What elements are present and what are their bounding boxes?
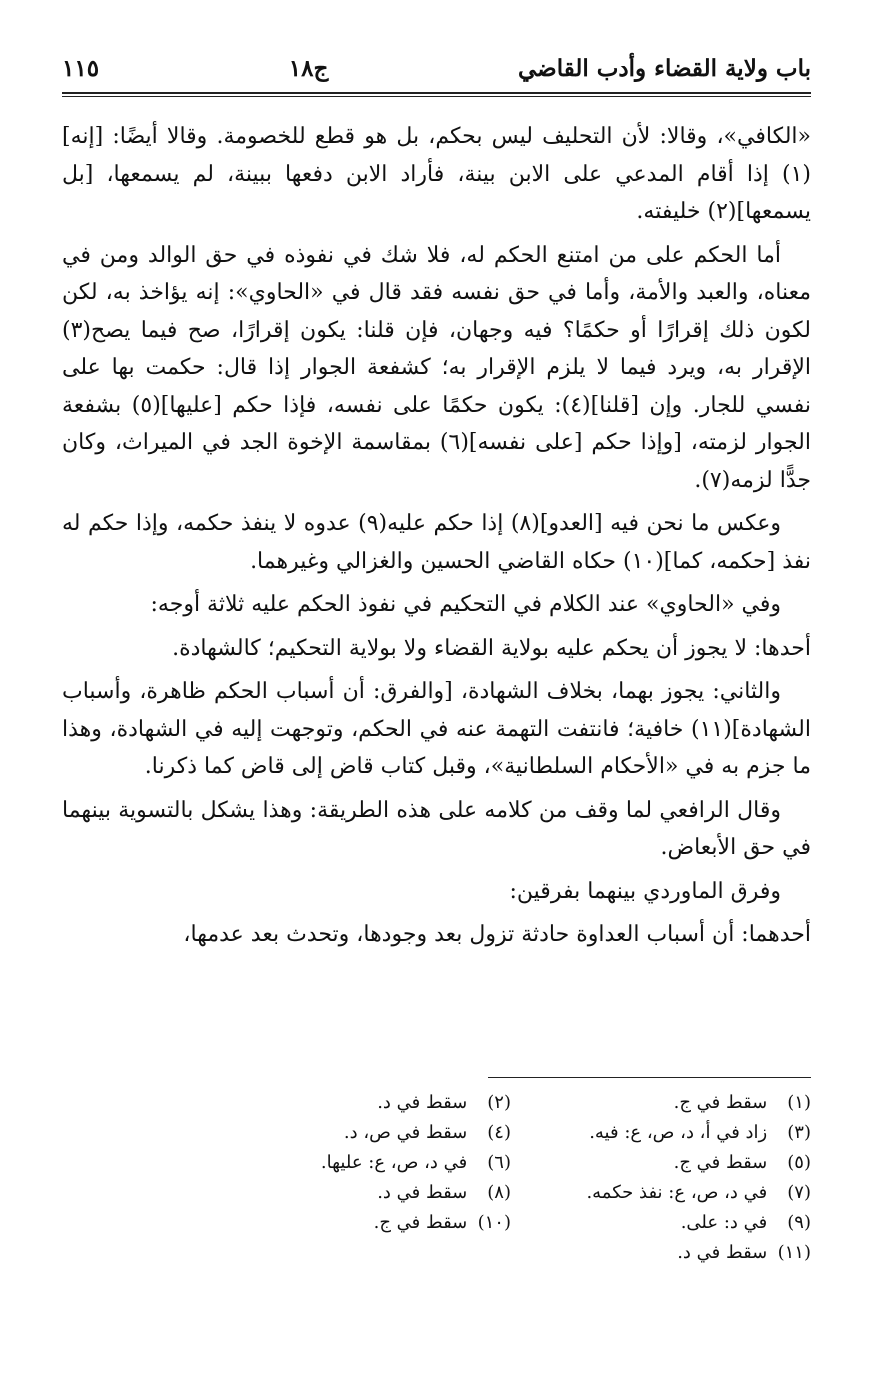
paragraph: وفرق الماوردي بينهما بفرقين: (509, 878, 781, 904)
footnote: (٦) في د، ص، ع: عليها. (320, 1152, 511, 1173)
paragraph: أحدها: لا يجوز أن يحكم عليه بولاية القضاء ولا بولاية التحكيم؛ كالشهادة. (172, 635, 811, 661)
footnotes-left-column (251, 1088, 511, 1268)
paragraph: أحدهما: أن أسباب العداوة حادثة تزول بعد وجودها، وتحدث بعد عدمها، (183, 922, 811, 947)
paragraph: أما الحكم على من امتنع الحكم له، فلا شك في نفوذه في حق الوالد ومن في معناه، والعبد والأمة، وأما في حق نفسه فقد قال في «الحاوي»: إنه يؤاخذ به، لكن لكون ذلك إقرارًا أو حكمًا؟ فيه وجهان، فإن قلنا: يكون إقرارًا، صح فيما يصح(٣) الإقرار به، ويرد فيما لا يلزم الإقرار به؛ كشفعة الجوار إذا قال: حكمت بها على نفسي للجار. وإن [قلنا](٤): يكون حكمًا على نفسه، فإذا حكم [عليها](٥) بشفعة الجوار لزمته، [وإذا حكم [على نفسه](٦) بمقاسمة الإخوة الجد في الميراث، وكان جدًّا لزمه(٧). (62, 242, 811, 493)
main-text (62, 118, 811, 960)
footnote: (٧) في د، ص، ع: نفذ حكمه. (586, 1182, 811, 1203)
paragraph: وفي «الحاوي» عند الكلام في التحكيم في نفوذ الحكم عليه ثلاثة أوجه: (150, 592, 781, 617)
footnote: (٨) سقط في د. (377, 1182, 511, 1203)
page-number: ١١٥ (62, 54, 100, 82)
footnote-rule (488, 1077, 811, 1078)
paragraph: «الكافي»، وقالا: لأن التحليف ليس بحكم، بل هو قطع للخصومة. وقالا أيضًا: [إنه](١) إذا أقام المدعي على الابن بينة، فأراد الابن دفعها ببينة، لم يسمعها، [بل يسمعها](٢) خليفته. (62, 124, 811, 224)
header-volume: ج١٨ (288, 54, 329, 82)
footnote: (٤) سقط في ص، د. (343, 1122, 511, 1143)
footnote: (٣) زاد في أ، د، ص، ع: فيه. (589, 1122, 811, 1143)
footnote: (٢) سقط في د. (377, 1092, 511, 1113)
footnote: (١٠) سقط في ج. (373, 1212, 511, 1233)
footnote: (٩) في د: على. (680, 1212, 811, 1233)
footnotes (200, 1088, 811, 1268)
paragraph: وقال الرافعي لما وقف من كلامه على هذه الطريقة: وهذا يشكل بالتسوية بينهما في حق الأبعاض. (62, 797, 811, 860)
footnote: (١) سقط في ج. (673, 1092, 811, 1113)
header-title: باب ولاية القضاء وأدب القاضي (518, 54, 811, 82)
header-rule-thin (62, 96, 811, 97)
footnotes-right-column (551, 1088, 811, 1268)
footnote: (٥) سقط في ج. (673, 1152, 811, 1173)
running-header (62, 48, 811, 88)
footnote: (١١) سقط في د. (677, 1242, 811, 1263)
paragraph: والثاني: يجوز بهما، بخلاف الشهادة، [والفرق: أن أسباب الحكم ظاهرة، وأسباب الشهادة](١١) خافية؛ فانتفت التهمة عنه في الحكم، وتوجهت إليه في الشهادة، وهذا ما جزم به في «الأحكام السلطانية»، وقبل كتاب قاض إلى قاض كما ذكرنا. (62, 679, 811, 779)
paragraph: وعكس ما نحن فيه [العدو](٨) إذا حكم عليه(٩) عدوه لا ينفذ حكمه، وإذا حكم له نفذ [حكمه، كما](١٠) حكاه القاضي الحسين والغزالي وغيرهما. (62, 511, 811, 574)
header-rule (62, 92, 811, 94)
